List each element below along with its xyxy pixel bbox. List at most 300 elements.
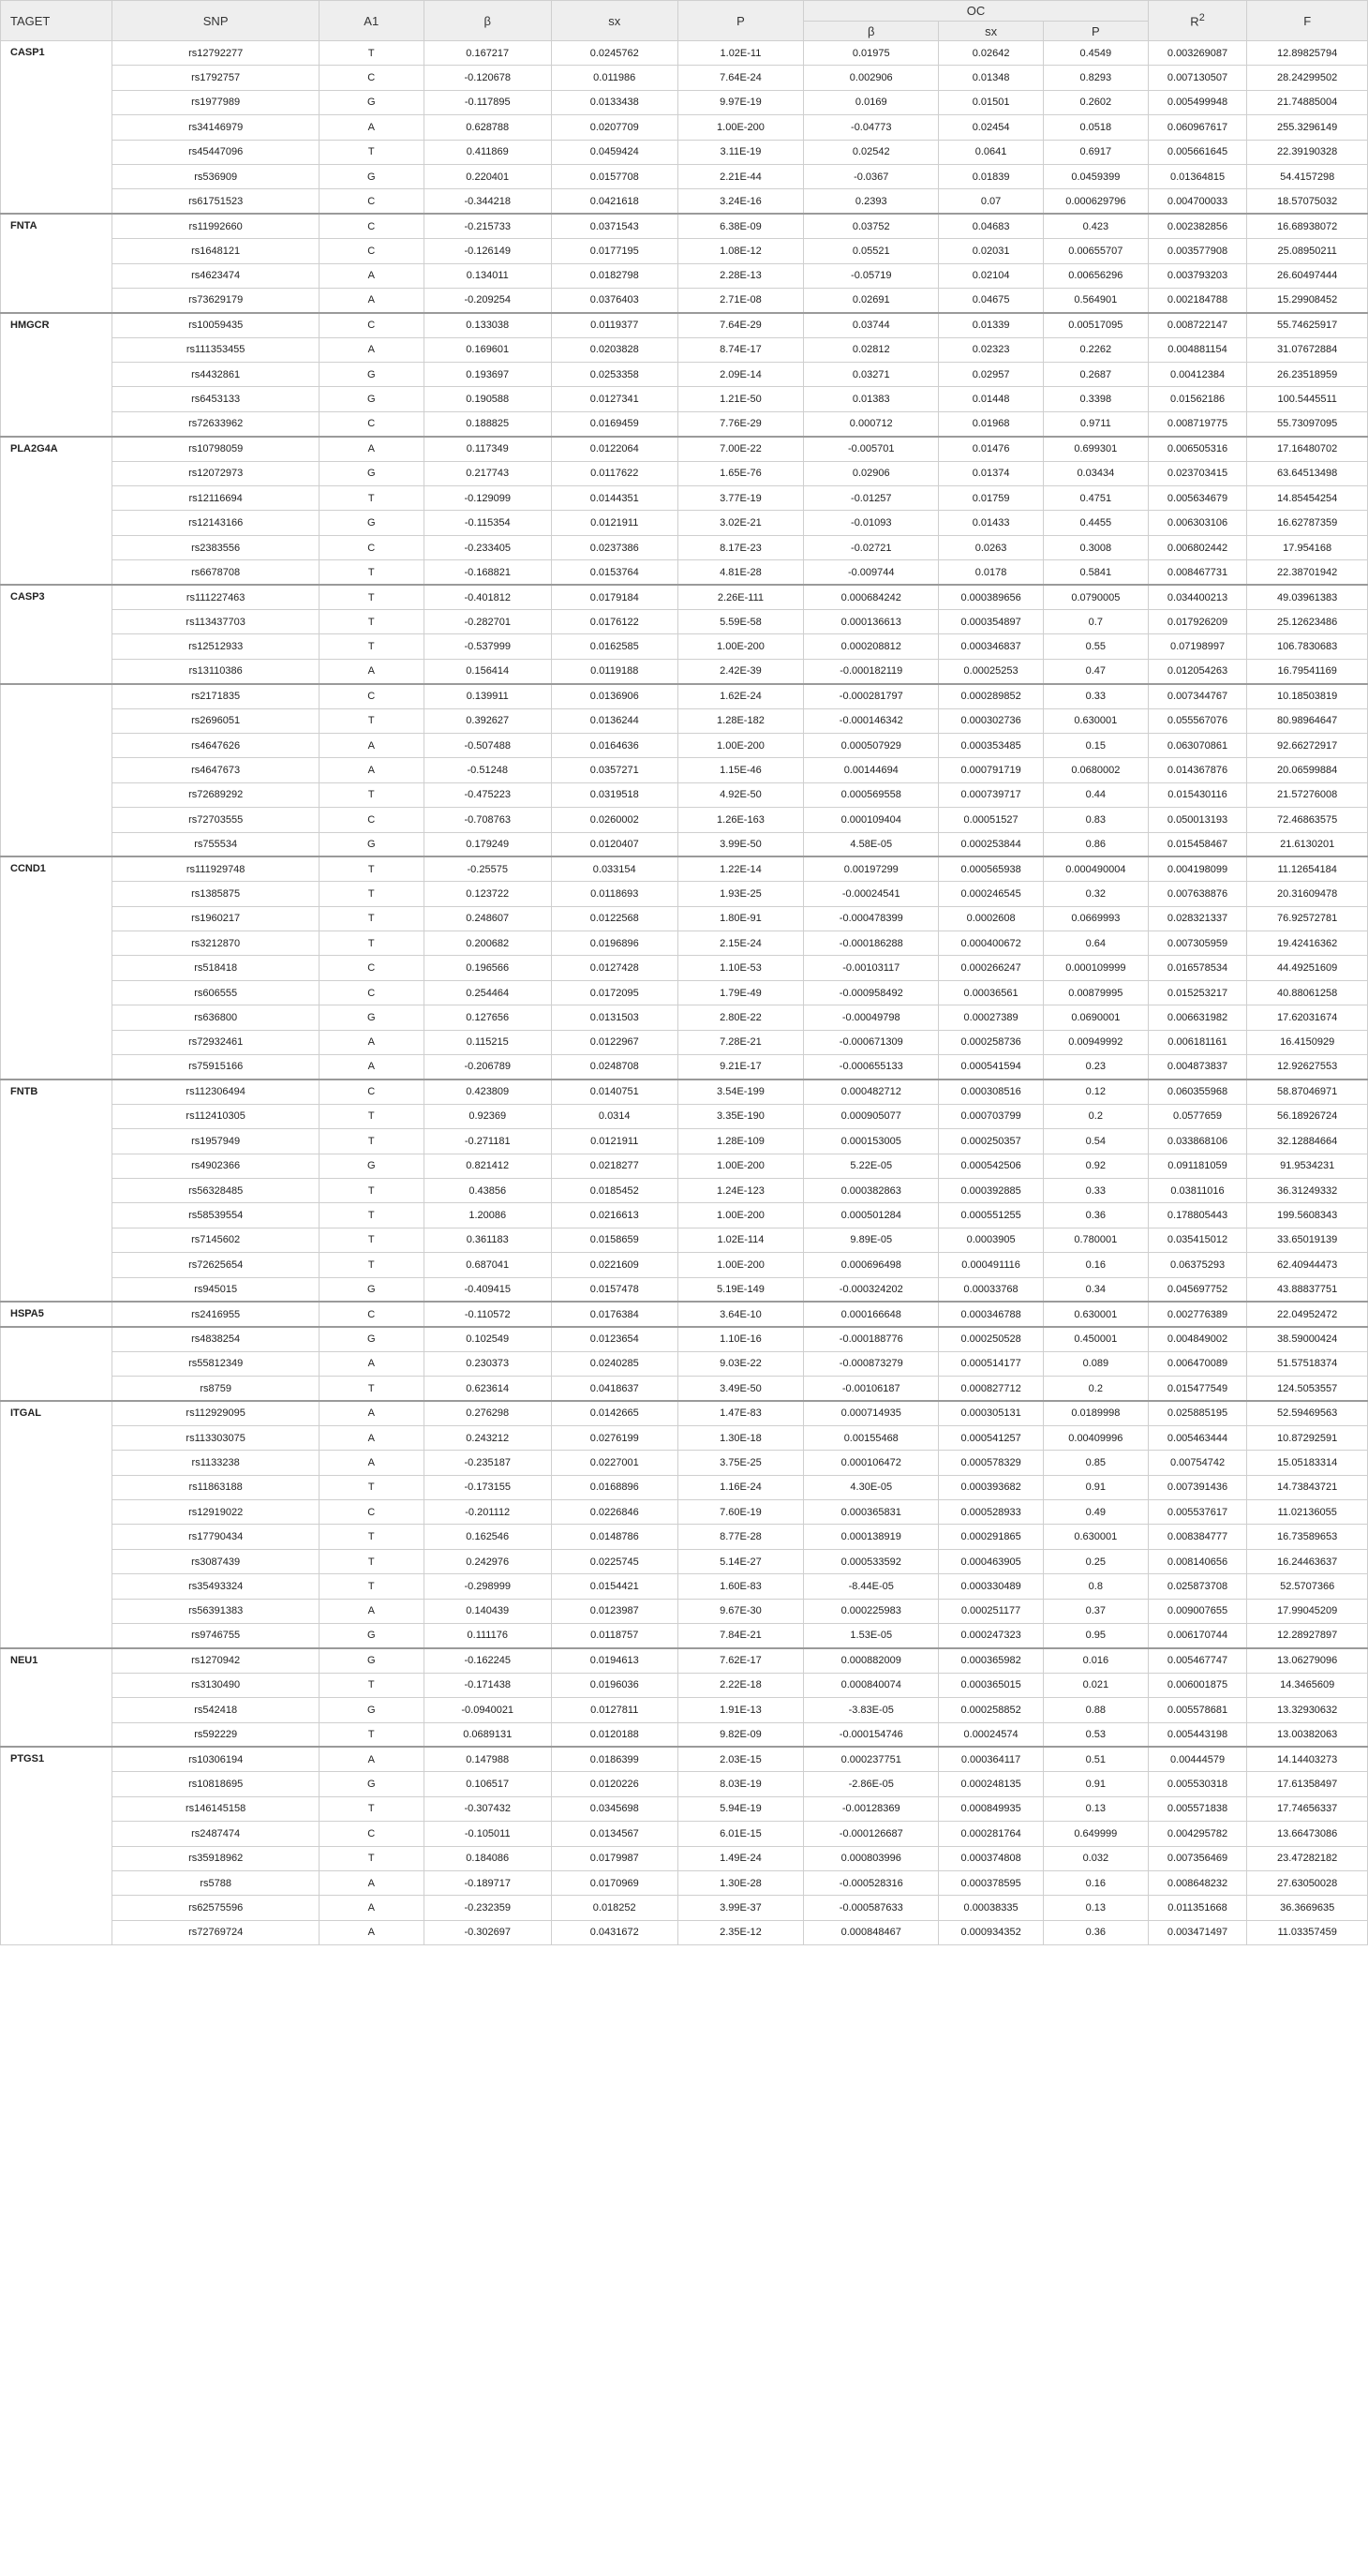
p-cell: 1.16E-24 [677,1475,804,1499]
a1-cell: T [319,1722,424,1747]
oc-p-cell: 0.88 [1043,1698,1148,1722]
snp-cell: rs755534 [112,832,319,856]
p-cell: 6.38E-09 [677,214,804,238]
oc-sx-cell: 0.000393682 [939,1475,1044,1499]
oc-sx-cell: 0.000281764 [939,1822,1044,1846]
header-r2-label: R [1190,14,1199,29]
beta-cell: 0.140439 [424,1599,551,1623]
a1-cell: T [319,609,424,633]
target-cell: FNTB [1,1080,112,1303]
header-f: F [1247,1,1368,41]
oc-p-cell: 0.7 [1043,609,1148,633]
table-row [1,1277,1368,1302]
snp-cell: rs5788 [112,1870,319,1895]
f-cell: 26.60497444 [1247,263,1368,288]
oc-beta-cell: 0.000848467 [804,1920,939,1944]
oc-sx-cell: 0.000253844 [939,832,1044,856]
oc-p-cell: 0.8 [1043,1574,1148,1599]
oc-p-cell: 0.016 [1043,1648,1148,1673]
r2-cell: 0.07198997 [1148,634,1247,659]
f-cell: 17.61358497 [1247,1772,1368,1796]
p-cell: 5.59E-58 [677,609,804,633]
oc-p-cell: 0.0518 [1043,115,1148,140]
p-cell: 3.99E-50 [677,832,804,856]
a1-cell: C [319,1822,424,1846]
sx-cell: 0.0120188 [551,1722,677,1747]
beta-cell: 0.184086 [424,1846,551,1870]
a1-cell: G [319,363,424,387]
table-row [1,437,1368,461]
beta-cell: -0.162245 [424,1648,551,1673]
oc-beta-cell: 0.000507929 [804,733,939,757]
oc-p-cell: 0.13 [1043,1896,1148,1920]
table-row [1,1747,1368,1771]
oc-sx-cell: 0.000364117 [939,1747,1044,1771]
oc-p-cell: 0.4751 [1043,486,1148,511]
oc-p-cell: 0.0790005 [1043,585,1148,609]
beta-cell: -0.129099 [424,486,551,511]
table-row [1,1673,1368,1697]
a1-cell: C [319,684,424,708]
f-cell: 16.4150929 [1247,1030,1368,1054]
table-row [1,461,1368,485]
oc-sx-cell: 0.000266247 [939,956,1044,980]
oc-beta-cell: 0.000882009 [804,1648,939,1673]
header-a1: A1 [319,1,424,41]
f-cell: 100.5445511 [1247,387,1368,411]
p-cell: 1.00E-200 [677,115,804,140]
oc-sx-cell: 0.0003905 [939,1228,1044,1252]
oc-p-cell: 0.03434 [1043,461,1148,485]
a1-cell: A [319,337,424,362]
oc-beta-cell: 0.01975 [804,41,939,66]
snp-cell: rs6678708 [112,560,319,585]
oc-p-cell: 0.85 [1043,1451,1148,1475]
f-cell: 55.74625917 [1247,313,1368,337]
oc-p-cell: 0.423 [1043,214,1148,238]
oc-beta-cell: 0.02691 [804,288,939,312]
a1-cell: G [319,90,424,114]
f-cell: 17.74656337 [1247,1796,1368,1821]
beta-cell: 0.628788 [424,115,551,140]
table-row [1,1920,1368,1944]
p-cell: 1.10E-53 [677,956,804,980]
target-cell: NEU1 [1,1648,112,1748]
beta-cell: 0.43856 [424,1178,551,1202]
table-row [1,214,1368,238]
p-cell: 3.77E-19 [677,486,804,511]
p-cell: 1.47E-83 [677,1401,804,1425]
r2-cell: 0.015430116 [1148,782,1247,807]
sx-cell: 0.0118757 [551,1624,677,1648]
p-cell: 1.22E-14 [677,856,804,881]
oc-sx-cell: 0.00024574 [939,1722,1044,1747]
table-row [1,1475,1368,1499]
r2-cell: 0.003577908 [1148,239,1247,263]
f-cell: 36.31249332 [1247,1178,1368,1202]
table-row [1,1401,1368,1425]
snp-cell: rs45447096 [112,140,319,164]
table-header [1,1,1368,41]
f-cell: 55.73097095 [1247,411,1368,436]
sx-cell: 0.0319518 [551,782,677,807]
header-oc-beta: β [804,22,939,41]
beta-cell: -0.233405 [424,535,551,559]
oc-beta-cell: 0.000712 [804,411,939,436]
oc-beta-cell: 0.000482712 [804,1080,939,1104]
oc-p-cell: 0.6917 [1043,140,1148,164]
a1-cell: G [319,1154,424,1178]
r2-cell: 0.005571838 [1148,1796,1247,1821]
beta-cell: -0.401812 [424,585,551,609]
beta-cell: 0.92369 [424,1104,551,1128]
oc-p-cell: 0.36 [1043,1203,1148,1228]
beta-cell: 0.623614 [424,1377,551,1401]
p-cell: 7.64E-24 [677,66,804,90]
target-cell [1,1327,112,1401]
r2-cell: 0.005467747 [1148,1648,1247,1673]
beta-cell: 0.188825 [424,411,551,436]
p-cell: 1.80E-91 [677,906,804,931]
a1-cell: A [319,1599,424,1623]
oc-sx-cell: 0.000302736 [939,708,1044,733]
oc-sx-cell: 0.02454 [939,115,1044,140]
r2-cell: 0.016578534 [1148,956,1247,980]
oc-beta-cell: 0.000106472 [804,1451,939,1475]
table-row [1,535,1368,559]
snp-cell: rs8759 [112,1377,319,1401]
oc-sx-cell: 0.04683 [939,214,1044,238]
snp-cell: rs1385875 [112,882,319,906]
sx-cell: 0.0179184 [551,585,677,609]
snp-cell: rs4647673 [112,758,319,782]
oc-beta-cell: 0.000138919 [804,1525,939,1549]
beta-cell: 0.111176 [424,1624,551,1648]
snp-cell: rs12792277 [112,41,319,66]
beta-cell: -0.173155 [424,1475,551,1499]
p-cell: 1.02E-114 [677,1228,804,1252]
r2-cell: 0.060967617 [1148,115,1247,140]
table-row [1,980,1368,1005]
sx-cell: 0.0227001 [551,1451,677,1475]
r2-cell: 0.002776389 [1148,1302,1247,1326]
f-cell: 13.06279096 [1247,1648,1368,1673]
oc-beta-cell: 0.000905077 [804,1104,939,1128]
f-cell: 14.85454254 [1247,486,1368,511]
f-cell: 56.18926724 [1247,1104,1368,1128]
oc-sx-cell: 0.000365015 [939,1673,1044,1697]
beta-cell: -0.25575 [424,856,551,881]
table-row [1,1104,1368,1128]
p-cell: 1.28E-109 [677,1129,804,1154]
beta-cell: -0.271181 [424,1129,551,1154]
sx-cell: 0.0345698 [551,1796,677,1821]
oc-sx-cell: 0.000247323 [939,1624,1044,1648]
f-cell: 54.4157298 [1247,164,1368,188]
oc-sx-cell: 0.000389656 [939,585,1044,609]
sx-cell: 0.0179987 [551,1846,677,1870]
beta-cell: 0.102549 [424,1327,551,1351]
sx-cell: 0.0182798 [551,263,677,288]
r2-cell: 0.006631982 [1148,1005,1247,1030]
target-cell: HSPA5 [1,1302,112,1326]
r2-cell: 0.005537617 [1148,1500,1247,1525]
table-row [1,1549,1368,1573]
target-cell: CASP3 [1,585,112,684]
snp-cell: rs55812349 [112,1351,319,1376]
a1-cell: C [319,214,424,238]
table-row [1,1896,1368,1920]
oc-beta-cell: 5.22E-05 [804,1154,939,1178]
oc-beta-cell: -0.00103117 [804,956,939,980]
beta-cell: 0.411869 [424,140,551,164]
r2-cell: 0.008722147 [1148,313,1247,337]
snp-cell: rs113303075 [112,1425,319,1450]
oc-sx-cell: 0.000703799 [939,1104,1044,1128]
header-p: P [677,1,804,41]
r2-cell: 0.008140656 [1148,1549,1247,1573]
table-row [1,1129,1368,1154]
oc-sx-cell: 0.000541257 [939,1425,1044,1450]
sx-cell: 0.033154 [551,856,677,881]
r2-cell: 0.008648232 [1148,1870,1247,1895]
oc-p-cell: 0.780001 [1043,1228,1148,1252]
snp-cell: rs72625654 [112,1253,319,1277]
oc-beta-cell: -0.00128369 [804,1796,939,1821]
snp-cell: rs113437703 [112,609,319,633]
oc-p-cell: 0.649999 [1043,1822,1148,1846]
a1-cell: A [319,115,424,140]
table-row [1,856,1368,881]
oc-p-cell: 0.630001 [1043,1525,1148,1549]
target-cell: CCND1 [1,856,112,1080]
a1-cell: T [319,585,424,609]
oc-sx-cell: 0.01339 [939,313,1044,337]
sx-cell: 0.0154421 [551,1574,677,1599]
r2-cell: 0.003793203 [1148,263,1247,288]
oc-beta-cell: -0.000186288 [804,931,939,956]
table-row [1,1030,1368,1054]
a1-cell: A [319,1425,424,1450]
oc-p-cell: 0.37 [1043,1599,1148,1623]
snp-cell: rs10798059 [112,437,319,461]
table-row [1,1327,1368,1351]
beta-cell: -0.105011 [424,1822,551,1846]
oc-p-cell: 0.021 [1043,1673,1148,1697]
table-row [1,263,1368,288]
oc-sx-cell: 0.000400672 [939,931,1044,956]
oc-sx-cell: 0.000346788 [939,1302,1044,1326]
target-cell [1,684,112,857]
oc-p-cell: 0.2687 [1043,363,1148,387]
r2-cell: 0.023703415 [1148,461,1247,485]
r2-cell: 0.017926209 [1148,609,1247,633]
oc-p-cell: 0.55 [1043,634,1148,659]
r2-cell: 0.091181059 [1148,1154,1247,1178]
oc-beta-cell: 0.05521 [804,239,939,263]
table-row [1,782,1368,807]
a1-cell: A [319,288,424,312]
table-row [1,1377,1368,1401]
p-cell: 4.81E-28 [677,560,804,585]
oc-sx-cell: 0.000849935 [939,1796,1044,1821]
table-row [1,164,1368,188]
a1-cell: T [319,1104,424,1128]
p-cell: 1.15E-46 [677,758,804,782]
a1-cell: A [319,1055,424,1080]
beta-cell: -0.307432 [424,1796,551,1821]
beta-cell: -0.298999 [424,1574,551,1599]
r2-cell: 0.006170744 [1148,1624,1247,1648]
snp-cell: rs72689292 [112,782,319,807]
f-cell: 13.00382063 [1247,1722,1368,1747]
snp-cell: rs61751523 [112,189,319,214]
beta-cell: -0.171438 [424,1673,551,1697]
table-row [1,1624,1368,1648]
table-row [1,411,1368,436]
a1-cell: T [319,1253,424,1277]
sx-cell: 0.0162585 [551,634,677,659]
p-cell: 2.09E-14 [677,363,804,387]
table-row [1,189,1368,214]
f-cell: 106.7830683 [1247,634,1368,659]
oc-p-cell: 0.51 [1043,1747,1148,1771]
oc-sx-cell: 0.000374808 [939,1846,1044,1870]
snp-cell: rs1648121 [112,239,319,263]
a1-cell: G [319,1698,424,1722]
table-row [1,1228,1368,1252]
a1-cell: T [319,1178,424,1202]
table-row [1,363,1368,387]
sx-cell: 0.0196036 [551,1673,677,1697]
snp-cell: rs4838254 [112,1327,319,1351]
f-cell: 23.47282182 [1247,1846,1368,1870]
a1-cell: G [319,1005,424,1030]
r2-cell: 0.005443198 [1148,1722,1247,1747]
a1-cell: A [319,1351,424,1376]
r2-cell: 0.015458467 [1148,832,1247,856]
oc-beta-cell: 0.000533592 [804,1549,939,1573]
beta-cell: -0.189717 [424,1870,551,1895]
oc-beta-cell: 0.000714935 [804,1401,939,1425]
header-r2 [1148,1,1247,41]
sx-cell: 0.0123654 [551,1327,677,1351]
p-cell: 2.15E-24 [677,931,804,956]
f-cell: 16.73589653 [1247,1525,1368,1549]
beta-cell: -0.209254 [424,288,551,312]
oc-p-cell: 0.32 [1043,882,1148,906]
sx-cell: 0.0157478 [551,1277,677,1302]
oc-sx-cell: 0.000250357 [939,1129,1044,1154]
a1-cell: T [319,1129,424,1154]
oc-sx-cell: 0.000934352 [939,1920,1044,1944]
beta-cell: 0.276298 [424,1401,551,1425]
f-cell: 43.88837751 [1247,1277,1368,1302]
snp-cell: rs2383556 [112,535,319,559]
f-cell: 15.29908452 [1247,288,1368,312]
beta-cell: -0.232359 [424,1896,551,1920]
oc-sx-cell: 0.00051527 [939,808,1044,832]
a1-cell: C [319,808,424,832]
sx-cell: 0.0121911 [551,511,677,535]
r2-cell: 0.005634679 [1148,486,1247,511]
r2-cell: 0.011351668 [1148,1896,1247,1920]
p-cell: 4.92E-50 [677,782,804,807]
f-cell: 13.66473086 [1247,1822,1368,1846]
snp-cell: rs636800 [112,1005,319,1030]
oc-p-cell: 0.00517095 [1043,313,1148,337]
r2-cell: 0.028321337 [1148,906,1247,931]
oc-beta-cell: 0.002906 [804,66,939,90]
table-row [1,1302,1368,1326]
oc-sx-cell: 0.000365982 [939,1648,1044,1673]
oc-p-cell: 0.91 [1043,1772,1148,1796]
f-cell: 16.68938072 [1247,214,1368,238]
oc-sx-cell: 0.0178 [939,560,1044,585]
f-cell: 26.23518959 [1247,363,1368,387]
beta-cell: 0.243212 [424,1425,551,1450]
sx-cell: 0.0136906 [551,684,677,708]
snp-cell: rs2416955 [112,1302,319,1326]
a1-cell: G [319,1327,424,1351]
beta-cell: -0.409415 [424,1277,551,1302]
a1-cell: T [319,1796,424,1821]
r2-cell: 0.007391436 [1148,1475,1247,1499]
snp-cell: rs1792757 [112,66,319,90]
f-cell: 44.49251609 [1247,956,1368,980]
table-row [1,1425,1368,1450]
oc-p-cell: 0.699301 [1043,437,1148,461]
sx-cell: 0.0122064 [551,437,677,461]
table-body [1,41,1368,1945]
p-cell: 2.03E-15 [677,1747,804,1771]
snp-cell: rs35918962 [112,1846,319,1870]
f-cell: 28.24299502 [1247,66,1368,90]
a1-cell: T [319,1846,424,1870]
oc-beta-cell: 0.2393 [804,189,939,214]
oc-beta-cell: 0.03752 [804,214,939,238]
beta-cell: -0.115354 [424,511,551,535]
f-cell: 22.38701942 [1247,560,1368,585]
sx-cell: 0.0186399 [551,1747,677,1771]
snp-cell: rs2487474 [112,1822,319,1846]
p-cell: 2.35E-12 [677,1920,804,1944]
oc-beta-cell: 0.00144694 [804,758,939,782]
a1-cell: T [319,856,424,881]
sx-cell: 0.0240285 [551,1351,677,1376]
oc-sx-cell: 0.04675 [939,288,1044,312]
table-row [1,288,1368,312]
f-cell: 25.08950211 [1247,239,1368,263]
sx-cell: 0.011986 [551,66,677,90]
oc-beta-cell: -0.000655133 [804,1055,939,1080]
f-cell: 14.3465609 [1247,1673,1368,1697]
table-row [1,560,1368,585]
r2-cell: 0.005499948 [1148,90,1247,114]
sx-cell: 0.0418637 [551,1377,677,1401]
table-row [1,882,1368,906]
target-cell: CASP1 [1,41,112,215]
r2-cell: 0.06375293 [1148,1253,1247,1277]
oc-sx-cell: 0.01476 [939,437,1044,461]
oc-beta-cell: -0.000958492 [804,980,939,1005]
snp-cell: rs13110386 [112,659,319,683]
p-cell: 1.91E-13 [677,1698,804,1722]
sx-cell: 0.0118693 [551,882,677,906]
snp-cell: rs72703555 [112,808,319,832]
snp-cell: rs592229 [112,1722,319,1747]
oc-beta-cell: 0.0169 [804,90,939,114]
